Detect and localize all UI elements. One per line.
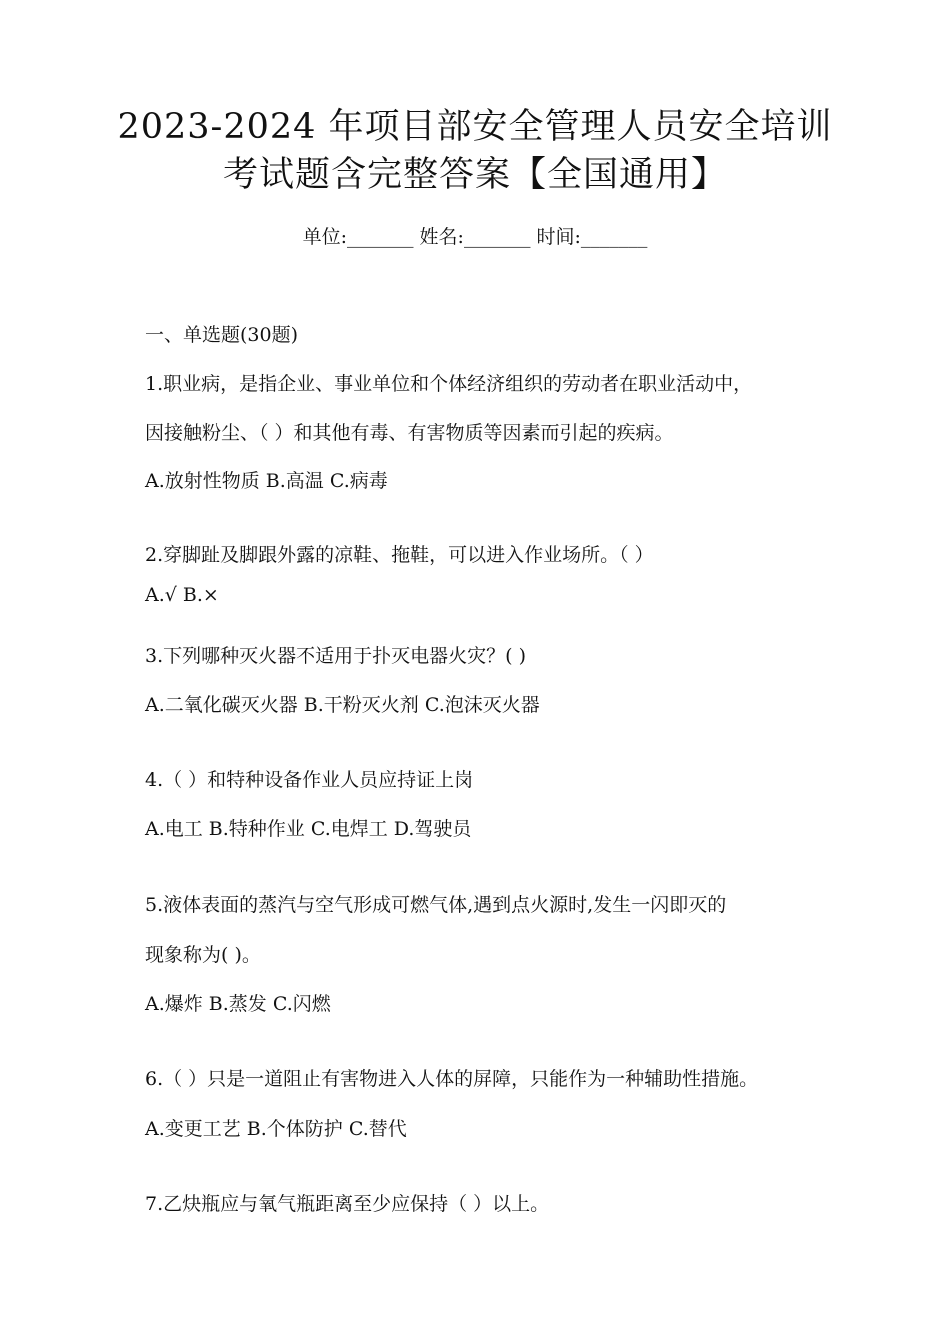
question-6-stem: 6.（ ）只是一道阻止有害物进入人体的屏障，只能作为一种辅助性措施。 bbox=[145, 1068, 759, 1090]
time-field: 时间:_______ bbox=[536, 226, 648, 248]
question-5-stem-line-1: 5.液体表面的蒸汽与空气形成可燃气体,遇到点火源时,发生一闪即灭的 bbox=[145, 894, 727, 916]
section-heading: 一、单选题(30题) bbox=[145, 324, 299, 346]
document-title-line-1: 2023-2024 年项目部安全管理人员安全培训 bbox=[117, 107, 833, 147]
document-title-line-2: 考试题含完整答案【全国通用】 bbox=[222, 155, 727, 195]
question-4-stem: 4.（ ）和特种设备作业人员应持证上岗 bbox=[145, 769, 474, 791]
question-7-stem: 7.乙炔瓶应与氧气瓶距离至少应保持（ ）以上。 bbox=[145, 1193, 550, 1215]
question-3-stem: 3.下列哪种灭火器不适用于扑灭电器火灾？( ) bbox=[145, 645, 526, 667]
question-3-options: A.二氧化碳灭火器 B.干粉灭火剂 C.泡沫灭火器 bbox=[145, 694, 540, 716]
question-6-options: A.变更工艺 B.个体防护 C.替代 bbox=[145, 1118, 407, 1140]
unit-field: 单位:_______ bbox=[302, 226, 414, 248]
question-1-stem-line-2: 因接触粉尘、（ ）和其他有毒、有害物质等因素而引起的疾病。 bbox=[145, 422, 674, 444]
question-2-options: A.√ B.× bbox=[145, 584, 219, 606]
question-5-options: A.爆炸 B.蒸发 C.闪燃 bbox=[145, 993, 331, 1015]
name-field: 姓名:_______ bbox=[419, 226, 531, 248]
question-2-stem: 2.穿脚趾及脚跟外露的凉鞋、拖鞋，可以进入作业场所。（ ） bbox=[145, 544, 654, 566]
question-5-stem-line-2: 现象称为( )。 bbox=[145, 944, 261, 966]
question-1-stem-line-1: 1.职业病，是指企业、事业单位和个体经济组织的劳动者在职业活动中， bbox=[145, 373, 753, 395]
examinee-info-row bbox=[0, 228, 950, 247]
question-4-options: A.电工 B.特种作业 C.电焊工 D.驾驶员 bbox=[145, 818, 472, 840]
question-1-options: A.放射性物质 B.高温 C.病毒 bbox=[145, 470, 388, 492]
